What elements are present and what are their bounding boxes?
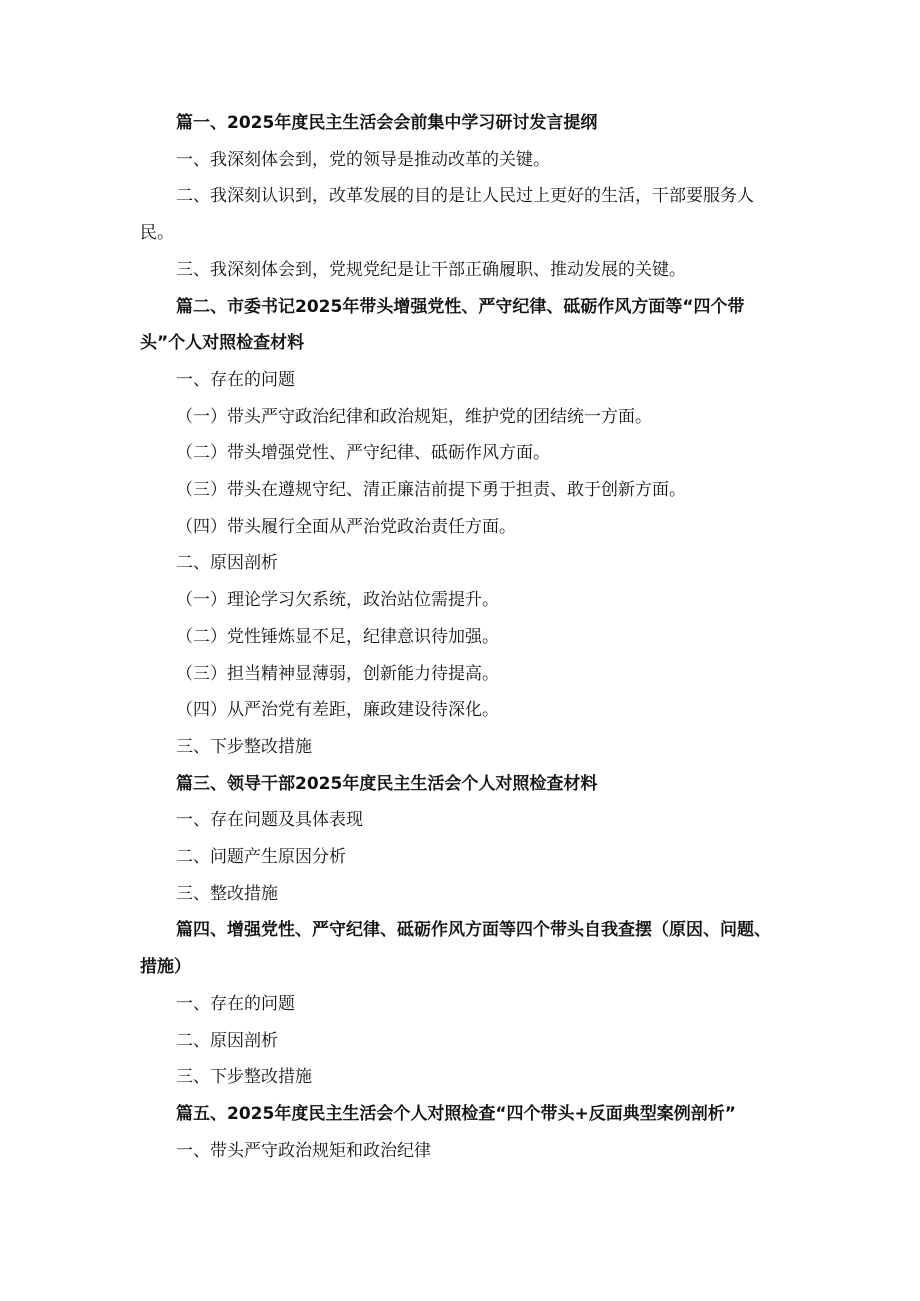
- paragraph: 二、原因剖析: [176, 1030, 278, 1051]
- paragraph: 二、原因剖析: [176, 553, 278, 574]
- heading-part-3: 篇三、领导干部2025年度民主生活会个人对照检查材料: [176, 773, 598, 794]
- paragraph: 三、下步整改措施: [176, 736, 312, 757]
- paragraph: 一、存在问题及具体表现: [176, 810, 363, 831]
- paragraph: （四）带头履行全面从严治党政治责任方面。: [176, 516, 516, 537]
- paragraph: 一、存在的问题: [176, 993, 295, 1014]
- paragraph: 三、我深刻体会到，党规党纪是让干部正确履职、推动发展的关键。: [176, 259, 686, 280]
- paragraph: （三）担当精神显薄弱，创新能力待提高。: [176, 663, 499, 684]
- document-body: [140, 105, 776, 1169]
- paragraph: （二）党性锤炼显不足，纪律意识待加强。: [176, 626, 499, 647]
- paragraph: 一、带头严守政治规矩和政治纪律: [176, 1140, 431, 1161]
- paragraph: 三、整改措施: [176, 883, 278, 904]
- paragraph: （二）带头增强党性、严守纪律、砥砺作风方面。: [176, 443, 550, 464]
- paragraph: （四）从严治党有差距，廉政建设待深化。: [176, 700, 499, 721]
- paragraph: （一）带头严守政治纪律和政治规矩，维护党的团结统一方面。: [176, 406, 652, 427]
- paragraph: 一、我深刻体会到，党的领导是推动改革的关键。: [176, 149, 550, 170]
- paragraph: 三、下步整改措施: [176, 1067, 312, 1088]
- paragraph: （一）理论学习欠系统，政治站位需提升。: [176, 590, 499, 611]
- heading-part-4: 篇四、增强党性、严守纪律、砥砺作风方面等四个带头自我查摆（原因、问题、措施）: [140, 920, 771, 978]
- paragraph: 二、我深刻认识到，改革发展的目的是让人民过上更好的生活，干部要服务人民。: [140, 186, 754, 244]
- paragraph: 一、存在的问题: [176, 369, 295, 390]
- paragraph: 二、问题产生原因分析: [176, 847, 346, 868]
- paragraph: （三）带头在遵规守纪、清正廉洁前提下勇于担责、敢于创新方面。: [176, 480, 686, 501]
- heading-part-5: 篇五、2025年度民主生活会个人对照检查“四个带头+反面典型案例剖析”: [176, 1103, 736, 1124]
- heading-part-1: 篇一、2025年度民主生活会会前集中学习研讨发言提纲: [176, 113, 598, 133]
- heading-part-2: 篇二、市委书记2025年带头增强党性、严守纪律、砥砺作风方面等“四个带头”个人对照检查材料: [140, 296, 745, 354]
